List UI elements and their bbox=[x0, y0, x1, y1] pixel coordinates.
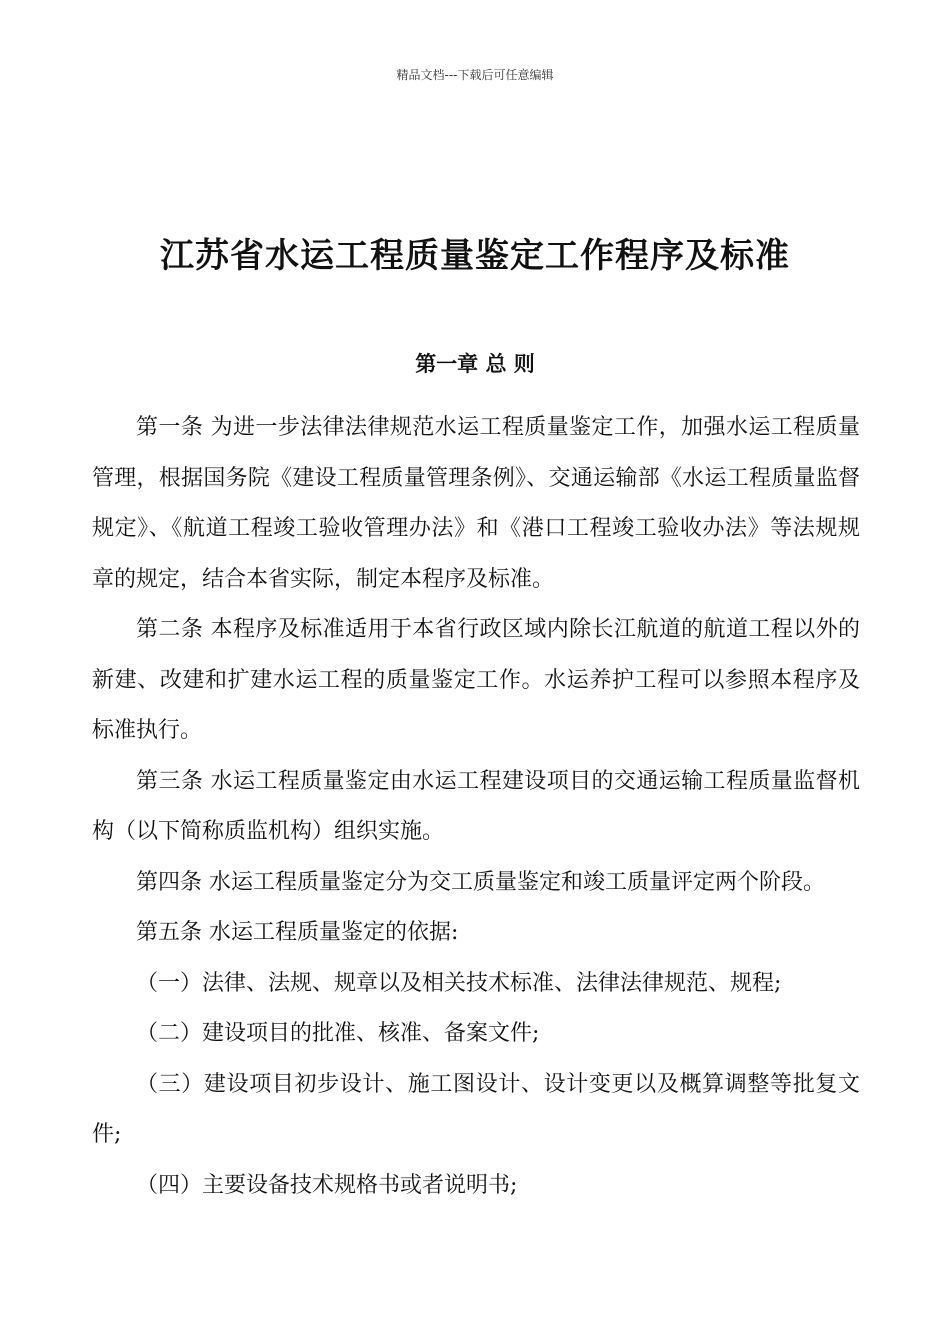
article-2: 第二条 本程序及标准适用于本省行政区域内除长江航道的航道工程以外的新建、改建和扩建水运工程的质量鉴定工作。水运养护工程可以参照本程序及标准执行。 bbox=[92, 617, 860, 743]
list-item-1: （一）法律、法规、规章以及相关技术标准、法律法律规范、规程; bbox=[136, 970, 782, 996]
list-item-4: （四）主要设备技术规格书或者说明书; bbox=[136, 1172, 518, 1198]
document-title: 江苏省水运工程质量鉴定工作程序及标准 bbox=[160, 236, 790, 276]
article-3: 第三条 水运工程质量鉴定由水运工程建设项目的交通运输工程质量监督机构（以下简称质监机构）组织实施。 bbox=[92, 768, 860, 844]
chapter-title: 第一章 总 则 bbox=[415, 352, 535, 376]
header-note: 精品文档---下载后可任意编辑 bbox=[396, 68, 554, 82]
article-1: 第一条 为进一步法律法律规范水运工程质量鉴定工作，加强水运工程质量管理，根据国务院《建设工程质量管理条例》、交通运输部《水运工程质量监督规定》、《航道工程竣工验收管理办法》和《港口工程竣工验收办法》等法规规章的规定，结合本省实际，制定本程序及标准。 bbox=[92, 415, 860, 592]
list-item-3: （三）建设项目初步设计、施工图设计、设计变更以及概算调整等批复文件; bbox=[92, 1071, 860, 1147]
document-body bbox=[92, 403, 860, 1211]
article-5: 第五条 水运工程质量鉴定的依据: bbox=[136, 920, 459, 945]
list-item-2: （二）建设项目的批准、核准、备案文件; bbox=[136, 1021, 540, 1046]
article-4: 第四条 水运工程质量鉴定分为交工质量鉴定和竣工质量评定两个阶段。 bbox=[136, 869, 825, 895]
